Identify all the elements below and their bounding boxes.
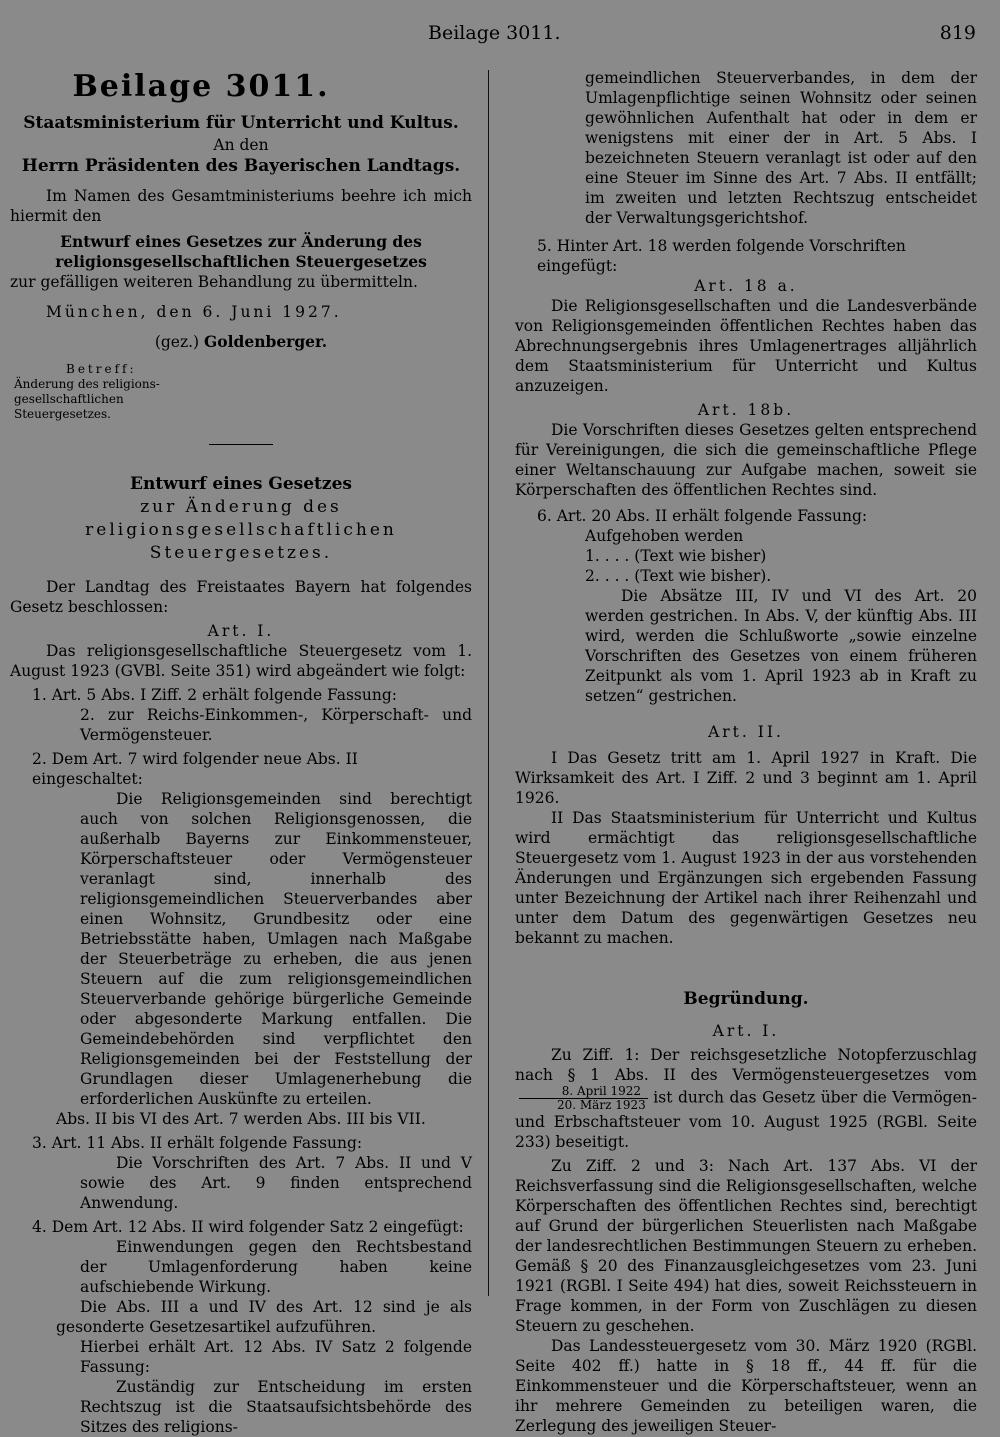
- item-6-b: 1. . . . (Text wie bisher): [585, 547, 767, 565]
- enactment-clause: Der Landtag des Freistaates Bayern hat folgendes Gesetz beschlossen:: [10, 578, 472, 616]
- article-2-para-2: II Das Staatsministerium für Unterricht und Kultus wird ermächtigt das religionsgesellschaftliche Steuergesetz vom 1. August 1923 in der aus vorstehenden Änderungen und Ergänzungen sich ergebenden Fassung unter Bezeichnung der Artikel nach ihrer Reihenzahl und unter dem Datum des gegenwärtigen Gesetzes neu bekannt zu machen.: [515, 809, 977, 947]
- article-2-para-1: I Das Gesetz tritt am 1. April 1927 in Kraft. Die Wirksamkeit des Art. I Ziff. 2 und 3 beginnt am 1. April 1926.: [515, 749, 977, 807]
- begruendung-para-1a: Zu Ziff. 1: Der reichsgesetzliche Notopferzuschlag nach § 1 Abs. II des Vermögensteuergesetzes vom: [515, 1046, 977, 1084]
- item-3-text: Die Vorschriften des Art. 7 Abs. II und V sowie des Art. 9 finden entsprechend Anwendung.: [80, 1154, 472, 1212]
- article-1-heading: Art. I.: [207, 622, 275, 640]
- item-4-text-2: Zuständig zur Entscheidung im ersten Rechtszug ist die Staatsaufsichtsbehörde des Sitzes des religions-: [80, 1378, 472, 1436]
- item-6-a: Aufgehoben werden: [585, 527, 744, 545]
- item-6: 6. Art. 20 Abs. II erhält folgende Fassung:: [537, 507, 868, 525]
- item-5: 5. Hinter Art. 18 werden folgende Vorschriften eingefügt:: [537, 237, 906, 275]
- document-title: Beilage 3011.: [72, 69, 330, 104]
- running-title: Beilage 3011.: [428, 22, 561, 44]
- item-4-text: Einwendungen gegen den Rechtsbestand der Umlagenforderung haben keine aufschiebende Wirkung.: [80, 1238, 472, 1296]
- entwurf-subtitle: zur Änderung des religionsgesellschaftlichen Steuergesetzes.: [85, 497, 397, 563]
- item-2: 2. Dem Art. 7 wird folgender neue Abs. II eingeschaltet:: [32, 750, 358, 788]
- bill-name: Entwurf eines Gesetzes zur Änderung des religionsgesellschaftlichen Steuergesetzes: [55, 232, 427, 271]
- intro-text: Im Namen des Gesamtministeriums beehre ich mich hiermit den: [10, 187, 472, 225]
- item-6-c: 2. . . . (Text wie bisher).: [585, 567, 772, 585]
- fraction-denominator: 20. März 1923: [557, 1098, 646, 1112]
- betreff-label: Betreff:: [66, 362, 137, 376]
- article-18a-text: Die Religionsgesellschaften und die Landesverbände von Religionsgemeinden öffentlichen Rechtes haben das Abrechnungsergebnis ihres Umlagenertrages alljährlich dem Staatsministerium für Unterricht und Kultus anzuzeigen.: [515, 297, 977, 395]
- item-2-note: Abs. II bis VI des Art. 7 werden Abs. III bis VII.: [56, 1110, 426, 1128]
- article-1-text: Das religionsgesellschaftliche Steuergesetz vom 1. August 1923 (GVBl. Seite 351) wird abgeändert wie folgt:: [10, 642, 472, 680]
- item-4-note: Die Abs. III a und IV des Art. 12 sind je als gesonderte Gesetzesartikel aufzuführen.: [56, 1298, 472, 1336]
- column-divider: [488, 70, 489, 1296]
- item-4: 4. Dem Art. 12 Abs. II wird folgender Satz 2 eingefügt:: [32, 1218, 464, 1236]
- right-column: [515, 68, 977, 1436]
- item-4-note-2: Hierbei erhält Art. 12 Abs. IV Satz 2 folgende Fassung:: [80, 1338, 472, 1376]
- begruendung-para-2: Zu Ziff. 2 und 3: Nach Art. 137 Abs. VI der Reichsverfassung sind die Religionsgesellschaften, welche Körperschaften des öffentlichen Rechtes sind, berechtigt auf Grund der bürgerlichen Steuerlisten nach Maßgabe der landesrechtlichen Bestimmungen Steuern zu erheben. Gemäß § 20 des Finanzausgleichgesetzes vom 23. Juni 1921 (RGBl. I Seite 494) hat dies, soweit Reichssteuern in Frage kommen, in der Form von Zuschlägen zu diesen Steuern zu geschehen.: [515, 1157, 977, 1335]
- item-3: 3. Art. 11 Abs. II erhält folgende Fassung:: [32, 1134, 363, 1152]
- article-18a-heading: Art. 18 a.: [694, 277, 798, 295]
- section-rule: [209, 444, 273, 445]
- signature: Goldenberger.: [204, 332, 328, 351]
- fraction-numerator: 8. April 1922: [519, 1085, 648, 1099]
- item-6-text: Die Absätze III, IV und VI des Art. 20 werden gestrichen. In Abs. V, der künftig Abs. III wird, werden die Schlußworte „sowie einzelne Vorschriften des Gesetzes von einem früheren Zeitpunkt als vom 1. April 1923 ab in Kraft zu setzen“ gestrichen.: [585, 587, 977, 705]
- begruendung-heading: Begründung.: [683, 989, 809, 1009]
- betreff-text: Änderung des religions-gesellschaftlichen Steuergesetzes.: [14, 377, 160, 421]
- date-line: München, den 6. Juni 1927.: [46, 303, 342, 321]
- item-1: 1. Art. 5 Abs. I Ziff. 2 erhält folgende Fassung:: [32, 686, 397, 704]
- addressee: Herrn Präsidenten des Bayerischen Landtags.: [21, 156, 461, 176]
- left-column: [10, 68, 472, 1437]
- article-18b-heading: Art. 18b.: [697, 401, 795, 419]
- signature-prefix: (gez.): [154, 333, 200, 351]
- article-2-heading: Art. II.: [708, 723, 784, 741]
- ministry-heading: Staatsministerium für Unterricht und Kultus.: [23, 113, 459, 133]
- an-den: An den: [213, 136, 269, 154]
- article-18b-text: Die Vorschriften dieses Gesetzes gelten entsprechend für Vereinigungen, die sich die gemeinschaftliche Pflege einer Weltanschauung zur Aufgabe machen, soweit sie Körperschaften des öffentlichen Rechtes sind.: [515, 421, 977, 499]
- date-fraction: [519, 1085, 648, 1112]
- continuation-text: gemeindlichen Steuerverbandes, in dem der Umlagenpflichtige seinen Wohnsitz oder seinen gewöhnlichen Aufenthalt hat oder in dem er wenigstens mit einer der in Art. 5 Abs. I bezeichneten Steuern veranlagt ist oder auf den eine Steuer im Sinne des Art. 7 Abs. II entfällt; im zweiten und letzten Rechtszug entscheidet der Verwaltungsgerichtshof.: [585, 69, 977, 227]
- page-number: 819: [939, 22, 976, 44]
- begruendung-para-1b: ist durch das Gesetz über die Vermögen- und Erbschaftsteuer vom 10. August 1925 (RGBl. Seite 233) beseitigt.: [515, 1088, 977, 1151]
- intro-closing: zur gefälligen weiteren Behandlung zu übermitteln.: [10, 273, 418, 291]
- begruendung-article-1: Art. I.: [712, 1022, 780, 1040]
- item-2-text: Die Religionsgemeinden sind berechtigt auch von solchen Religionsgenossen, die außerhalb Bayerns zur Einkommensteuer, Körperschaftsteuer oder Vermögensteuer veranlagt sind, innerhalb des religionsgemeindlichen Steuerverbandes aber einen Wohnsitz, Grundbesitz oder eine Betriebsstätte haben, Umlagen nach Maßgabe der Steuerbeträge zu erheben, die aus jenen Steuern auf die zum religionsgemeindlichen Steuerverbande gehörige bürgerliche Gemeinde oder abgesonderte Markung entfallen. Die Gemeindebehörden sind verpflichtet den Religionsgemeinden bei der Feststellung der Grundlagen dieser Umlagenerhebung die erforderlichen Auskünfte zu erteilen.: [80, 790, 472, 1108]
- entwurf-title: Entwurf eines Gesetzes: [130, 474, 352, 494]
- item-1-text: 2. zur Reichs-Einkommen-, Körperschaft- und Vermögensteuer.: [80, 706, 472, 744]
- begruendung-para-3: Das Landessteuergesetz vom 30. März 1920 (RGBl. Seite 402 ff.) hatte in § 18 ff., 44 ff. für die Einkommensteuer und die Körperschaftsteuer, wenn an ihr mehrere Gemeinden zu beteiligen waren, die Zerlegung des jeweiligen Steuer-: [515, 1337, 977, 1435]
